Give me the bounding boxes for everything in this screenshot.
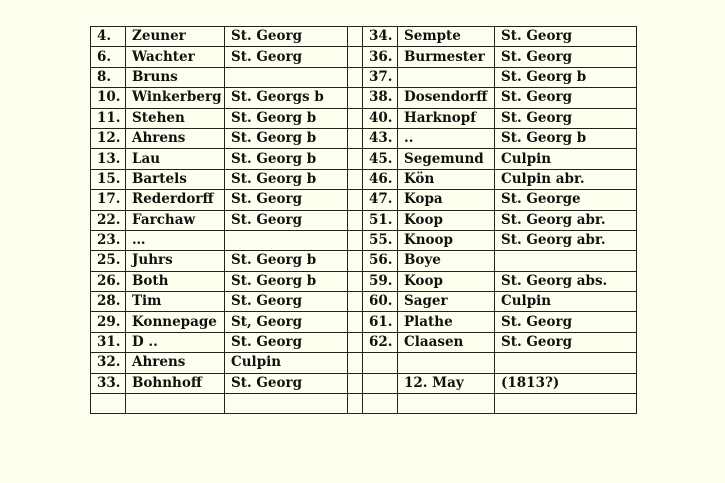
left-entry-name: Bruns [126,67,225,87]
right-entry-place [495,251,637,271]
left-entry-name [126,394,225,414]
left-entry-name: Stehen [126,108,225,128]
right-entry-place [495,353,637,373]
left-entry-name: Zeuner [126,27,225,47]
right-entry-place: St. Georg [495,312,637,332]
table-row [91,128,637,148]
right-entry-place: St. Georg [495,47,637,67]
left-entry-place: St, Georg [225,312,348,332]
left-entry-name: Both [126,271,225,291]
right-entry-name: Sempte [398,27,495,47]
table-row [91,332,637,352]
right-entry-name: Plathe [398,312,495,332]
left-entry-name: Wachter [126,47,225,67]
left-entry-place: Culpin [225,353,348,373]
left-entry-name: Ahrens [126,353,225,373]
column-separator [348,373,363,393]
left-entry-name: Bohnhoff [126,373,225,393]
right-entry-name: Harknopf [398,108,495,128]
table-row [91,394,637,414]
right-entry-place: Culpin [495,292,637,312]
table-row [91,108,637,128]
right-entry-place: St. Georg abr. [495,210,637,230]
left-entry-number: 15. [91,169,126,189]
right-entry-name [398,67,495,87]
column-separator [348,230,363,250]
table-row [91,190,637,210]
left-entry-number: 22. [91,210,126,230]
table-row [91,292,637,312]
table-row [91,47,637,67]
left-entry-name: … [126,230,225,250]
column-separator [348,332,363,352]
left-entry-place: St. Georg [225,210,348,230]
right-entry-name: Claasen [398,332,495,352]
column-separator [348,292,363,312]
right-entry-name: Knoop [398,230,495,250]
left-entry-number: 23. [91,230,126,250]
right-entry-number: 61. [363,312,398,332]
right-entry-number: 51. [363,210,398,230]
right-entry-number: 38. [363,88,398,108]
left-entry-number: 13. [91,149,126,169]
column-separator [348,251,363,271]
left-entry-name: Bartels [126,169,225,189]
right-entry-place: St. Georg [495,27,637,47]
column-separator [348,67,363,87]
table-row [91,27,637,47]
right-entry-number [363,373,398,393]
right-entry-number: 56. [363,251,398,271]
left-entry-name: Konnepage [126,312,225,332]
table-row [91,373,637,393]
left-entry-name: Farchaw [126,210,225,230]
right-entry-number: 36. [363,47,398,67]
right-entry-place: St. Georg abs. [495,271,637,291]
column-separator [348,210,363,230]
left-entry-number: 4. [91,27,126,47]
left-entry-place: St. Georg [225,190,348,210]
table-row [91,88,637,108]
right-entry-place: St. Georg [495,332,637,352]
left-entry-number: 17. [91,190,126,210]
left-entry-place: St. Georg [225,47,348,67]
column-separator [348,47,363,67]
column-separator [348,271,363,291]
right-entry-name: Burmester [398,47,495,67]
left-entry-name: Juhrs [126,251,225,271]
right-entry-place [495,394,637,414]
left-entry-place: St. Georgs b [225,88,348,108]
right-entry-name [398,353,495,373]
left-entry-name: Ahrens [126,128,225,148]
table-row [91,149,637,169]
column-separator [348,312,363,332]
right-entry-place: St. Georg b [495,67,637,87]
right-entry-place: St. Georg [495,108,637,128]
left-entry-number: 10. [91,88,126,108]
column-separator [348,27,363,47]
right-entry-name: Koop [398,271,495,291]
right-entry-number [363,353,398,373]
right-entry-name: Segemund [398,149,495,169]
left-entry-number: 32. [91,353,126,373]
left-entry-name: Tim [126,292,225,312]
right-entry-place: St. Georg abr. [495,230,637,250]
right-entry-number: 62. [363,332,398,352]
column-separator [348,149,363,169]
right-entry-place: St. Georg [495,88,637,108]
left-entry-place: St. Georg b [225,271,348,291]
right-entry-name: .. [398,128,495,148]
left-entry-number [91,394,126,414]
right-entry-number: 43. [363,128,398,148]
left-entry-place: St. Georg b [225,108,348,128]
left-entry-place: St. Georg [225,373,348,393]
ledger-body [91,27,637,414]
left-entry-number: 12. [91,128,126,148]
right-entry-number: 37. [363,67,398,87]
left-entry-number: 26. [91,271,126,291]
left-entry-place: St. Georg b [225,169,348,189]
table-row [91,210,637,230]
right-entry-place: Culpin abr. [495,169,637,189]
right-entry-place: St. George [495,190,637,210]
left-entry-number: 6. [91,47,126,67]
left-entry-place: St. Georg [225,27,348,47]
column-separator [348,108,363,128]
right-entry-name: Boye [398,251,495,271]
right-entry-number [363,394,398,414]
left-entry-name: Rederdorff [126,190,225,210]
left-entry-number: 31. [91,332,126,352]
left-entry-place: St. Georg b [225,251,348,271]
table-row [91,312,637,332]
left-entry-number: 11. [91,108,126,128]
left-entry-number: 25. [91,251,126,271]
column-separator [348,190,363,210]
column-separator [348,88,363,108]
right-entry-place: (1813?) [495,373,637,393]
table-row [91,251,637,271]
column-separator [348,353,363,373]
column-separator [348,128,363,148]
left-entry-place: St. Georg [225,332,348,352]
right-entry-name: 12. May [398,373,495,393]
left-entry-place [225,230,348,250]
right-entry-name: Kopa [398,190,495,210]
left-entry-name: Lau [126,149,225,169]
left-entry-place: St. Georg b [225,128,348,148]
left-entry-number: 29. [91,312,126,332]
left-entry-name: Winkerberg [126,88,225,108]
right-entry-name: Dosendorff [398,88,495,108]
left-entry-number: 33. [91,373,126,393]
right-entry-number: 59. [363,271,398,291]
column-separator [348,394,363,414]
right-entry-number: 60. [363,292,398,312]
right-entry-number: 46. [363,169,398,189]
left-entry-place: St. Georg [225,292,348,312]
right-entry-number: 34. [363,27,398,47]
ledger-table [90,26,637,414]
table-row [91,169,637,189]
table-row [91,230,637,250]
right-entry-name: Kön [398,169,495,189]
left-entry-number: 28. [91,292,126,312]
table-row [91,353,637,373]
right-entry-name [398,394,495,414]
right-entry-number: 40. [363,108,398,128]
left-entry-name: D .. [126,332,225,352]
right-entry-name: Koop [398,210,495,230]
right-entry-place: Culpin [495,149,637,169]
table-row [91,67,637,87]
left-entry-place [225,394,348,414]
right-entry-name: Sager [398,292,495,312]
right-entry-number: 47. [363,190,398,210]
table-row [91,271,637,291]
left-entry-place: St. Georg b [225,149,348,169]
left-entry-number: 8. [91,67,126,87]
right-entry-number: 55. [363,230,398,250]
right-entry-number: 45. [363,149,398,169]
left-entry-place [225,67,348,87]
column-separator [348,169,363,189]
right-entry-place: St. Georg b [495,128,637,148]
